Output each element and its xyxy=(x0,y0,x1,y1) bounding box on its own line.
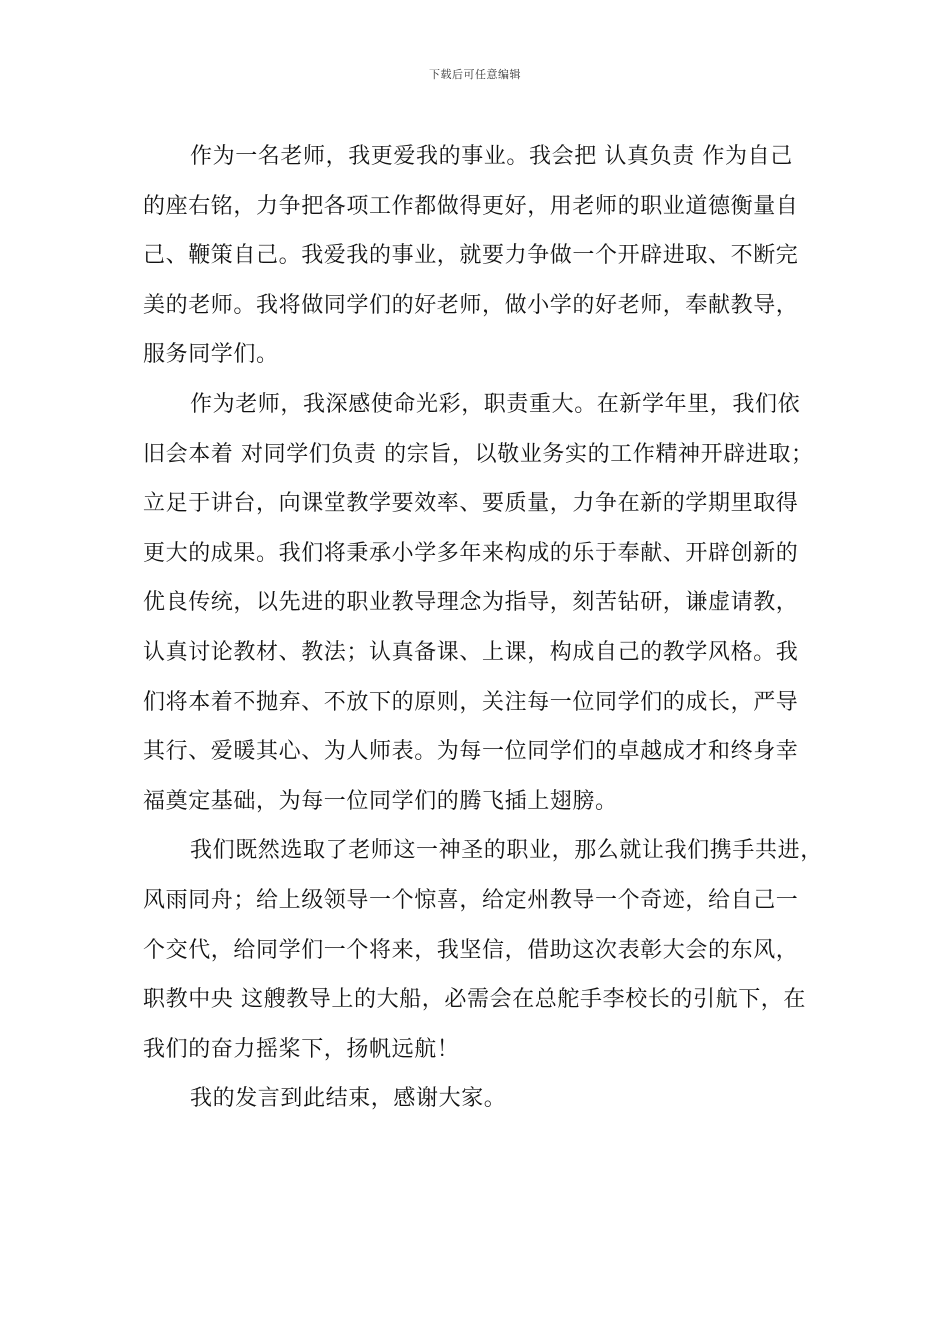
text-line: 我的发言到此结束，感谢大家。 xyxy=(190,1086,507,1112)
text-line: 认真讨论教材、教法；认真备课、上课，构成自己的教学风格。我 xyxy=(143,639,799,665)
text-line: 职教中央 这艘教导上的大船，必需会在总舵手李校长的引航下，在 xyxy=(143,987,806,1013)
text-line: 立足于讲台，向课堂教学要效率、要质量，力争在新的学期里取得 xyxy=(143,491,799,517)
text-line: 个交代，给同学们一个将来，我坚信，借助这次表彰大会的东风， xyxy=(143,937,799,963)
paragraph-2 xyxy=(143,380,828,826)
text-line: 我们既然选取了老师这一神圣的职业，那么就让我们携手共进， xyxy=(190,838,823,864)
text-line: 作为老师，我深感使命光彩，职责重大。在新学年里，我们依 xyxy=(190,391,801,417)
header-note: 下载后可任意编辑 xyxy=(429,68,521,81)
paragraph-3 xyxy=(143,826,828,1074)
text-line: 其行、爱暖其心、为人师表。为每一位同学们的卓越成才和终身幸 xyxy=(143,739,799,765)
text-line: 我们的奋力摇桨下，扬帆远航！ xyxy=(143,1036,460,1062)
text-line: 的座右铭，力争把各项工作都做得更好，用老师的职业道德衡量自 xyxy=(143,193,799,219)
text-line: 们将本着不抛弃、不放下的原则，关注每一位同学们的成长，严导 xyxy=(143,689,799,715)
text-line: 美的老师。我将做同学们的好老师，做小学的好老师，奉献教导， xyxy=(143,292,799,318)
text-line: 作为一名老师，我更爱我的事业。我会把 认真负责 作为自己 xyxy=(190,144,793,169)
text-line: 己、鞭策自己。我爱我的事业，就要力争做一个开辟进取、不断完 xyxy=(143,243,799,269)
document-body xyxy=(143,132,828,1124)
text-line: 风雨同舟；给上级领导一个惊喜，给定州教导一个奇迹，给自己一 xyxy=(143,887,799,913)
paragraph-1 xyxy=(143,132,828,380)
text-line: 旧会本着 对同学们负责 的宗旨，以敬业务实的工作精神开辟进取； xyxy=(143,441,814,467)
text-line: 优良传统，以先进的职业教导理念为指导，刻苦钻研，谦虚请教， xyxy=(143,590,799,616)
paragraph-4 xyxy=(143,1074,828,1124)
text-line: 更大的成果。我们将秉承小学多年来构成的乐于奉献、开辟创新的 xyxy=(143,540,799,566)
text-line: 福奠定基础，为每一位同学们的腾飞插上翅膀。 xyxy=(143,788,618,814)
text-line: 服务同学们。 xyxy=(143,342,279,368)
